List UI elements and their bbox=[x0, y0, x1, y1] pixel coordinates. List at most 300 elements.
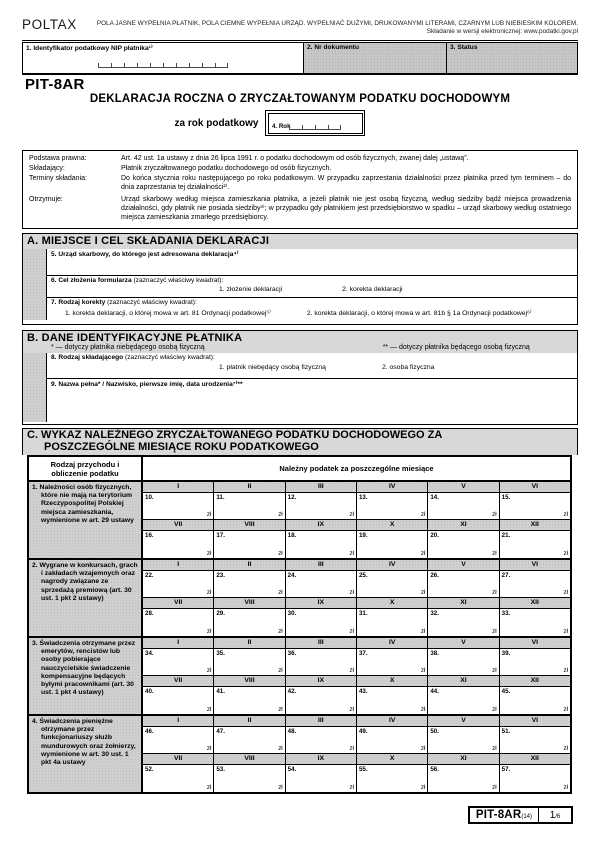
month-header-cell: I bbox=[143, 638, 213, 648]
legal-label: Terminy składania: bbox=[29, 175, 87, 183]
income-type-label: 4. Świadczenia pieniężne otrzymane przez funkcjonariuszy służb mundurowych oraz żołnierzy, wymienione w art. 30 ust. 1 pkt 4a ustawy bbox=[29, 716, 143, 792]
amount-cell[interactable] bbox=[499, 493, 570, 519]
month-header-cell: XII bbox=[499, 754, 570, 764]
amount-cell[interactable] bbox=[285, 649, 356, 675]
section-b-header bbox=[23, 331, 577, 353]
field-rodzaj-korekty-label-rest: (zaznaczyć właściwy kwadrat): bbox=[105, 299, 197, 306]
tax-table-row bbox=[29, 636, 570, 714]
cell-number: 30. bbox=[287, 610, 297, 617]
currency-label: zł bbox=[492, 628, 497, 635]
month-header-cell: III bbox=[285, 482, 356, 492]
nip-field[interactable] bbox=[23, 43, 303, 73]
amount-cell[interactable] bbox=[499, 649, 570, 675]
amount-cell[interactable] bbox=[356, 727, 427, 753]
currency-label: zł bbox=[349, 589, 354, 596]
month-header-cell: IV bbox=[356, 716, 427, 726]
cell-number: 37. bbox=[358, 650, 368, 657]
cell-number: 34. bbox=[145, 650, 154, 657]
comb-cell[interactable] bbox=[215, 63, 228, 67]
legal-row bbox=[29, 155, 571, 164]
month-header-cell: VII bbox=[143, 520, 213, 530]
cell-number: 28. bbox=[145, 610, 154, 617]
cell-number: 10. bbox=[145, 494, 154, 501]
cell-number: 50. bbox=[430, 728, 439, 735]
cell-number: 38. bbox=[430, 650, 439, 657]
cell-number: 41. bbox=[216, 688, 225, 695]
currency-label: zł bbox=[278, 745, 283, 752]
field-rodzaj-korekty-label-bold: 7. Rodzaj korekty bbox=[51, 299, 106, 306]
section-c bbox=[22, 428, 578, 791]
legal-text: Art. 42 ust. 1a ustawy z dnia 26 lipca 1991 r. o podatku dochodowym od osób fizycznych, zwanej dalej „ustawą”. bbox=[121, 155, 469, 162]
field-rodzaj-skladajacego-label-bold: 8. Rodzaj składającego bbox=[51, 354, 124, 361]
status-field bbox=[446, 43, 577, 73]
nip-label: 1. Identyfikator podatkowy NIP płatnika¹⁾ bbox=[26, 45, 153, 52]
section-c-header bbox=[22, 428, 578, 455]
year-comb[interactable] bbox=[289, 125, 341, 130]
month-grid bbox=[143, 560, 570, 636]
amount-row bbox=[143, 727, 570, 754]
field-rodzaj-skladajacego-label bbox=[51, 354, 573, 361]
cell-number: 33. bbox=[501, 610, 511, 617]
month-grid bbox=[143, 638, 570, 714]
cell-number: 23. bbox=[216, 572, 225, 579]
amount-row bbox=[143, 687, 570, 714]
income-type-label: 1. Należności osób fizycznych, które nie mają na terytorium Rzeczypospolitej Polskiej miejsca zamieszkania, wymienione w art. 29 ustawy bbox=[29, 482, 143, 558]
currency-label: zł bbox=[206, 511, 212, 518]
currency-label: zł bbox=[349, 628, 354, 635]
section-b-notes bbox=[23, 344, 577, 353]
cell-number: 11. bbox=[216, 494, 225, 501]
amount-cell[interactable] bbox=[356, 649, 427, 675]
month-header-row bbox=[143, 520, 570, 531]
cell-number: 25. bbox=[358, 572, 368, 579]
month-header-cell: VI bbox=[499, 716, 570, 726]
currency-label: zł bbox=[563, 745, 568, 752]
section-a-gutter bbox=[23, 249, 47, 320]
amount-cell[interactable] bbox=[285, 765, 356, 792]
footer-form-version: (14) bbox=[521, 814, 532, 820]
month-header-row bbox=[143, 560, 570, 571]
amount-cell[interactable] bbox=[213, 649, 284, 675]
cell-number: 48. bbox=[287, 728, 297, 735]
amount-cell[interactable] bbox=[213, 609, 284, 636]
amount-cell[interactable] bbox=[356, 609, 427, 636]
month-header-cell: II bbox=[213, 716, 284, 726]
currency-label: zł bbox=[420, 589, 426, 596]
footer-form-code: PIT-8AR bbox=[475, 809, 522, 821]
comb-cell[interactable] bbox=[315, 125, 328, 129]
section-b-note1: * — dotyczy płatnika niebędącego osobą fizyczną bbox=[51, 344, 205, 351]
comb-cell[interactable] bbox=[98, 63, 111, 67]
poltax-logo: POLTAX bbox=[22, 17, 77, 32]
currency-label: zł bbox=[563, 511, 568, 518]
amount-cell[interactable] bbox=[285, 571, 356, 597]
cell-number: 18. bbox=[287, 532, 297, 539]
month-header-cell: VI bbox=[499, 638, 570, 648]
income-type-label: 3. Świadczenia otrzymane przez emerytów, rencistów lub osoby pobierające nauczycielskie świadczenie kompensacyjne będących byłymi pracownikami (art. 30 ust. 1 pkt 4 ustawy) bbox=[29, 638, 143, 714]
amount-cell[interactable] bbox=[285, 493, 356, 519]
month-header-cell: II bbox=[213, 560, 284, 570]
cell-number: 49. bbox=[358, 728, 368, 735]
amount-cell[interactable] bbox=[427, 687, 498, 714]
amount-cell[interactable] bbox=[356, 765, 427, 792]
cell-number: 12. bbox=[287, 494, 297, 501]
month-header-cell: I bbox=[143, 716, 213, 726]
month-header-cell: II bbox=[213, 482, 284, 492]
cell-number: 53. bbox=[216, 766, 225, 773]
document-number-label: 2. Nr dokumentu bbox=[307, 44, 360, 51]
currency-label: zł bbox=[492, 745, 497, 752]
amount-cell[interactable] bbox=[499, 727, 570, 753]
amount-cell[interactable] bbox=[427, 727, 498, 753]
option-platnik-niebedacy[interactable]: 1. płatnik niebędący osobą fizyczną bbox=[219, 364, 326, 371]
currency-label: zł bbox=[206, 667, 212, 674]
field-rodzaj-skladajacego-label-rest: (zaznaczyć właściwy kwadrat): bbox=[123, 354, 215, 361]
comb-cell[interactable] bbox=[289, 125, 302, 129]
cell-number: 22. bbox=[145, 572, 154, 579]
comb-cell[interactable] bbox=[124, 63, 137, 67]
month-header-cell: VI bbox=[499, 560, 570, 570]
currency-label: zł bbox=[349, 667, 354, 674]
currency-label: zł bbox=[278, 589, 283, 596]
month-header-cell: II bbox=[213, 638, 284, 648]
header-divider bbox=[22, 40, 578, 41]
section-a bbox=[22, 233, 578, 325]
month-header-cell: X bbox=[356, 598, 427, 608]
footer-form-id-box bbox=[468, 806, 573, 824]
amount-row bbox=[143, 571, 570, 598]
amount-cell[interactable] bbox=[285, 531, 356, 558]
amount-cell[interactable] bbox=[427, 765, 498, 792]
tax-table-rows bbox=[29, 480, 570, 792]
legal-row bbox=[29, 165, 571, 174]
option-korekta-art81b[interactable]: 2. korekta deklaracji, o której mowa w art. 81b § 1a Ordynacji podatkowej⁶⁾ bbox=[306, 310, 532, 317]
amount-cell[interactable] bbox=[143, 765, 213, 792]
amount-cell[interactable] bbox=[427, 609, 498, 636]
month-header-cell: VIII bbox=[213, 520, 284, 530]
amount-cell[interactable] bbox=[285, 687, 356, 714]
currency-label: zł bbox=[420, 667, 426, 674]
top-header bbox=[22, 17, 578, 36]
cell-number: 16. bbox=[145, 532, 154, 539]
currency-label: zł bbox=[563, 628, 568, 635]
currency-label: zł bbox=[420, 628, 426, 635]
month-header-cell: I bbox=[143, 482, 213, 492]
cell-number: 55. bbox=[358, 766, 368, 773]
month-header-cell: V bbox=[427, 560, 498, 570]
amount-cell[interactable] bbox=[213, 531, 284, 558]
month-header-cell: XI bbox=[427, 598, 498, 608]
field-urzad-skarbowy-label: 5. Urząd skarbowy, do którego jest adresowana deklaracja⁴⁾ bbox=[51, 251, 239, 258]
amount-cell[interactable] bbox=[213, 493, 284, 519]
amount-row bbox=[143, 765, 570, 792]
amount-row bbox=[143, 649, 570, 676]
legal-text: Urząd skarbowy według miejsca zamieszkania płatnika, a jeżeli płatnik nie jest osobą fizyczną, według siedziby bądź miejsca prowadzenia działalności, gdy płatnik nie posiada siedziby³⁾; w przypadku gdy płatnikiem jest przedsiębiorstwo w spadku – urząd skarbowy według ostatniego miejsca zamieszkania zmarłego przedsiębiorcy. bbox=[121, 196, 571, 221]
month-header-cell: IX bbox=[285, 520, 356, 530]
cell-number: 24. bbox=[287, 572, 297, 579]
cell-number: 32. bbox=[430, 610, 439, 617]
month-header-cell: IX bbox=[285, 598, 356, 608]
currency-label: zł bbox=[420, 550, 426, 557]
section-b-body bbox=[23, 353, 577, 422]
cell-number: 44. bbox=[430, 688, 439, 695]
amount-cell[interactable] bbox=[213, 765, 284, 792]
month-header-row bbox=[143, 716, 570, 727]
month-header-cell: X bbox=[356, 520, 427, 530]
currency-label: zł bbox=[349, 784, 354, 791]
month-header-cell: I bbox=[143, 560, 213, 570]
currency-label: zł bbox=[492, 667, 497, 674]
currency-label: zł bbox=[563, 706, 568, 713]
amount-cell[interactable] bbox=[499, 609, 570, 636]
cell-number: 46. bbox=[145, 728, 154, 735]
currency-label: zł bbox=[278, 667, 283, 674]
currency-label: zł bbox=[278, 706, 283, 713]
currency-label: zł bbox=[206, 784, 212, 791]
month-header-cell: XII bbox=[499, 676, 570, 686]
section-c-title-line2: POSZCZEGÓLNE MIESIĄCE ROKU PODATKOWEGO bbox=[44, 440, 319, 453]
amount-cell[interactable] bbox=[356, 687, 427, 714]
comb-cell[interactable] bbox=[150, 63, 163, 67]
tax-table-row bbox=[29, 480, 570, 558]
tax-table-header bbox=[29, 457, 570, 480]
amount-cell[interactable] bbox=[213, 727, 284, 753]
legal-row bbox=[29, 175, 571, 192]
amount-cell[interactable] bbox=[143, 531, 213, 558]
month-header-cell: IX bbox=[285, 676, 356, 686]
cell-number: 52. bbox=[145, 766, 154, 773]
amount-cell[interactable] bbox=[427, 493, 498, 519]
month-header-cell: III bbox=[285, 560, 356, 570]
cell-number: 27. bbox=[501, 572, 511, 579]
currency-label: zł bbox=[349, 511, 354, 518]
field-rodzaj-korekty-label bbox=[51, 299, 573, 306]
month-header-cell: V bbox=[427, 716, 498, 726]
option-osoba-fizyczna[interactable]: 2. osoba fizyczna bbox=[381, 364, 435, 371]
status-label: 3. Status bbox=[450, 44, 478, 51]
currency-label: zł bbox=[278, 550, 283, 557]
cell-number: 21. bbox=[501, 532, 511, 539]
currency-label: zł bbox=[349, 745, 354, 752]
fill-instructions-line2: Składanie w wersji elektronicznej: www.podatki.gov.pl bbox=[426, 28, 578, 35]
month-header-cell: X bbox=[356, 676, 427, 686]
amount-cell[interactable] bbox=[213, 687, 284, 714]
currency-label: zł bbox=[349, 706, 354, 713]
cell-number: 51. bbox=[501, 728, 511, 735]
comb-cell[interactable] bbox=[302, 125, 315, 129]
income-type-column-header: Rodzaj przychodu i obliczenie podatku bbox=[29, 457, 143, 480]
currency-label: zł bbox=[206, 550, 212, 557]
amount-cell[interactable] bbox=[143, 609, 213, 636]
nip-comb[interactable] bbox=[98, 63, 228, 68]
cell-number: 13. bbox=[358, 494, 368, 501]
tax-table bbox=[27, 455, 572, 794]
amount-cell[interactable] bbox=[213, 571, 284, 597]
fill-instructions bbox=[77, 17, 578, 36]
comb-cell[interactable] bbox=[111, 63, 124, 67]
amount-cell[interactable] bbox=[356, 493, 427, 519]
amount-cell[interactable] bbox=[499, 571, 570, 597]
footer-form-code-cell bbox=[470, 808, 539, 822]
cell-number: 54. bbox=[287, 766, 297, 773]
form-code: PIT-8AR bbox=[25, 76, 85, 93]
monthly-tax-column-header: Należny podatek za poszczególne miesiące bbox=[279, 464, 434, 473]
amount-cell[interactable] bbox=[356, 571, 427, 597]
amount-cell[interactable] bbox=[427, 571, 498, 597]
currency-label: zł bbox=[206, 628, 212, 635]
month-header-cell: V bbox=[427, 638, 498, 648]
month-header-cell: XII bbox=[499, 598, 570, 608]
tax-year-field[interactable] bbox=[265, 110, 365, 136]
month-header-cell: XI bbox=[427, 754, 498, 764]
tax-year-prefix: za rok podatkowy bbox=[174, 117, 259, 129]
field-cel-zlozenia bbox=[47, 276, 577, 298]
cell-number: 35. bbox=[216, 650, 225, 657]
option-korekta-deklaracji[interactable]: 2. korekta deklaracji bbox=[342, 286, 403, 293]
month-header-cell: VII bbox=[143, 754, 213, 764]
footer-page-indicator bbox=[539, 808, 571, 822]
cell-number: 17. bbox=[216, 532, 225, 539]
cell-number: 43. bbox=[358, 688, 368, 695]
currency-label: zł bbox=[206, 589, 212, 596]
comb-cell[interactable] bbox=[328, 125, 341, 129]
currency-label: zł bbox=[492, 589, 497, 596]
amount-cell[interactable] bbox=[499, 687, 570, 714]
currency-label: zł bbox=[563, 550, 568, 557]
amount-row bbox=[143, 493, 570, 520]
amount-cell[interactable] bbox=[427, 531, 498, 558]
currency-label: zł bbox=[278, 784, 283, 791]
amount-cell[interactable] bbox=[143, 727, 213, 753]
legal-text: Do końca stycznia roku następującego po roku podatkowym. W przypadku zaprzestania działalności przez płatnika przed tym terminem – do dnia zaprzestania tej działalności²⁾. bbox=[121, 175, 571, 191]
month-header-row bbox=[143, 676, 570, 687]
currency-label: zł bbox=[420, 745, 426, 752]
comb-cell[interactable] bbox=[176, 63, 189, 67]
field-cel-zlozenia-label-bold: 6. Cel złożenia formularza bbox=[51, 277, 132, 284]
cell-number: 19. bbox=[358, 532, 368, 539]
cell-number: 56. bbox=[430, 766, 439, 773]
currency-label: zł bbox=[420, 706, 426, 713]
month-grid bbox=[143, 716, 570, 792]
amount-cell[interactable] bbox=[499, 765, 570, 792]
month-header-cell: VII bbox=[143, 598, 213, 608]
amount-cell[interactable] bbox=[143, 649, 213, 675]
month-header-row bbox=[143, 638, 570, 649]
currency-label: zł bbox=[420, 784, 426, 791]
section-a-body bbox=[23, 249, 577, 320]
currency-label: zł bbox=[492, 706, 497, 713]
currency-label: zł bbox=[492, 550, 497, 557]
section-a-title: A. MIEJSCE I CEL SKŁADANIA DEKLARACJI bbox=[23, 234, 577, 249]
month-header-row bbox=[143, 482, 570, 493]
amount-cell[interactable] bbox=[285, 609, 356, 636]
month-header-row bbox=[143, 598, 570, 609]
field-nazwa-pelna-label: 9. Nazwa pełna* / Nazwisko, pierwsze imię, data urodzenia⁷⁾** bbox=[51, 381, 243, 388]
month-header-cell: III bbox=[285, 716, 356, 726]
amount-cell[interactable] bbox=[499, 531, 570, 558]
footer-page-total: /6 bbox=[555, 813, 561, 820]
cell-number: 36. bbox=[287, 650, 297, 657]
legal-label: Składający: bbox=[29, 165, 65, 173]
tax-table-row bbox=[29, 558, 570, 636]
month-header-cell: IX bbox=[285, 754, 356, 764]
currency-label: zł bbox=[492, 784, 497, 791]
cell-number: 14. bbox=[430, 494, 439, 501]
month-header-cell: XI bbox=[427, 676, 498, 686]
identification-row bbox=[22, 42, 578, 75]
month-header-cell: III bbox=[285, 638, 356, 648]
comb-cell[interactable] bbox=[189, 63, 202, 67]
legal-basis-box bbox=[22, 150, 578, 229]
income-type-label: 2. Wygrane w konkursach, grach i zakładach wzajemnych oraz nagrody związane ze sprzedażą premiową (art. 30 ust. 1 pkt 2 ustawy) bbox=[29, 560, 143, 636]
cell-number: 47. bbox=[216, 728, 225, 735]
comb-cell[interactable] bbox=[137, 63, 150, 67]
currency-label: zł bbox=[349, 550, 354, 557]
currency-label: zł bbox=[563, 589, 568, 596]
tax-table-row bbox=[29, 714, 570, 792]
cell-number: 57. bbox=[501, 766, 511, 773]
cell-number: 39. bbox=[501, 650, 511, 657]
currency-label: zł bbox=[492, 511, 497, 518]
month-header-cell: VII bbox=[143, 676, 213, 686]
field-rodzaj-korekty bbox=[47, 298, 577, 320]
cell-number: 15. bbox=[501, 494, 511, 501]
currency-label: zł bbox=[420, 511, 426, 518]
cell-number: 20. bbox=[430, 532, 439, 539]
field-urzad-skarbowy[interactable] bbox=[47, 249, 577, 276]
currency-label: zł bbox=[278, 511, 283, 518]
cell-number: 31. bbox=[358, 610, 368, 617]
option-zlozenie-deklaracji[interactable]: 1. złożenie deklaracji bbox=[219, 286, 283, 293]
legal-label: Podstawa prawna: bbox=[29, 155, 87, 162]
footer bbox=[22, 806, 573, 824]
currency-label: zł bbox=[563, 784, 568, 791]
amount-cell[interactable] bbox=[143, 687, 213, 714]
month-header-cell: VIII bbox=[213, 676, 284, 686]
month-grid bbox=[143, 482, 570, 558]
field-nazwa-pelna[interactable] bbox=[47, 379, 577, 422]
nip-input[interactable] bbox=[23, 63, 303, 68]
amount-cell[interactable] bbox=[285, 727, 356, 753]
month-header-cell: X bbox=[356, 754, 427, 764]
field-cel-zlozenia-label-rest: (zaznaczyć właściwy kwadrat): bbox=[131, 277, 224, 284]
currency-label: zł bbox=[563, 667, 568, 674]
cell-number: 40. bbox=[145, 688, 154, 695]
currency-label: zł bbox=[278, 628, 283, 635]
month-header-cell: XII bbox=[499, 520, 570, 530]
amount-cell[interactable] bbox=[143, 571, 213, 597]
fill-instructions-line1: POLA JASNE WYPEŁNIA PŁATNIK, POLA CIEMNE WYPEŁNIA URZĄD. WYPEŁNIAĆ DUŻYMI, DRUKOWANYMI LITERAMI, CZARNYM LUB NIEBIESKIM KOLOREM. bbox=[96, 20, 578, 27]
legal-text: Płatnik zryczałtowanego podatku dochodowego od osób fizycznych. bbox=[121, 165, 332, 173]
amount-cell[interactable] bbox=[356, 531, 427, 558]
tax-year-input[interactable] bbox=[269, 122, 362, 130]
amount-cell[interactable] bbox=[427, 649, 498, 675]
month-header-cell: VIII bbox=[213, 754, 284, 764]
section-b-note2: ** — dotyczy płatnika będącego osobą fizyczną bbox=[382, 344, 530, 351]
legal-row bbox=[29, 196, 571, 222]
month-header-cell: IV bbox=[356, 638, 427, 648]
comb-cell[interactable] bbox=[163, 63, 176, 67]
footer-page-number: 1 bbox=[549, 809, 556, 821]
currency-label: zł bbox=[206, 706, 212, 713]
section-b-title: B. DANE IDENTYFIKACYJNE PŁATNIKA bbox=[27, 332, 243, 344]
field-cel-zlozenia-label bbox=[51, 277, 573, 284]
comb-cell[interactable] bbox=[202, 63, 215, 67]
option-korekta-art81[interactable]: 1. korekta deklaracji, o której mowa w art. 81 Ordynacji podatkowej⁵⁾ bbox=[65, 310, 271, 317]
amount-row bbox=[143, 531, 570, 558]
section-c-title-line1: C. WYKAZ NALEŻNEGO ZRYCZAŁTOWANEGO PODATKU DOCHODOWEGO ZA bbox=[27, 429, 443, 441]
amount-cell[interactable] bbox=[143, 493, 213, 519]
